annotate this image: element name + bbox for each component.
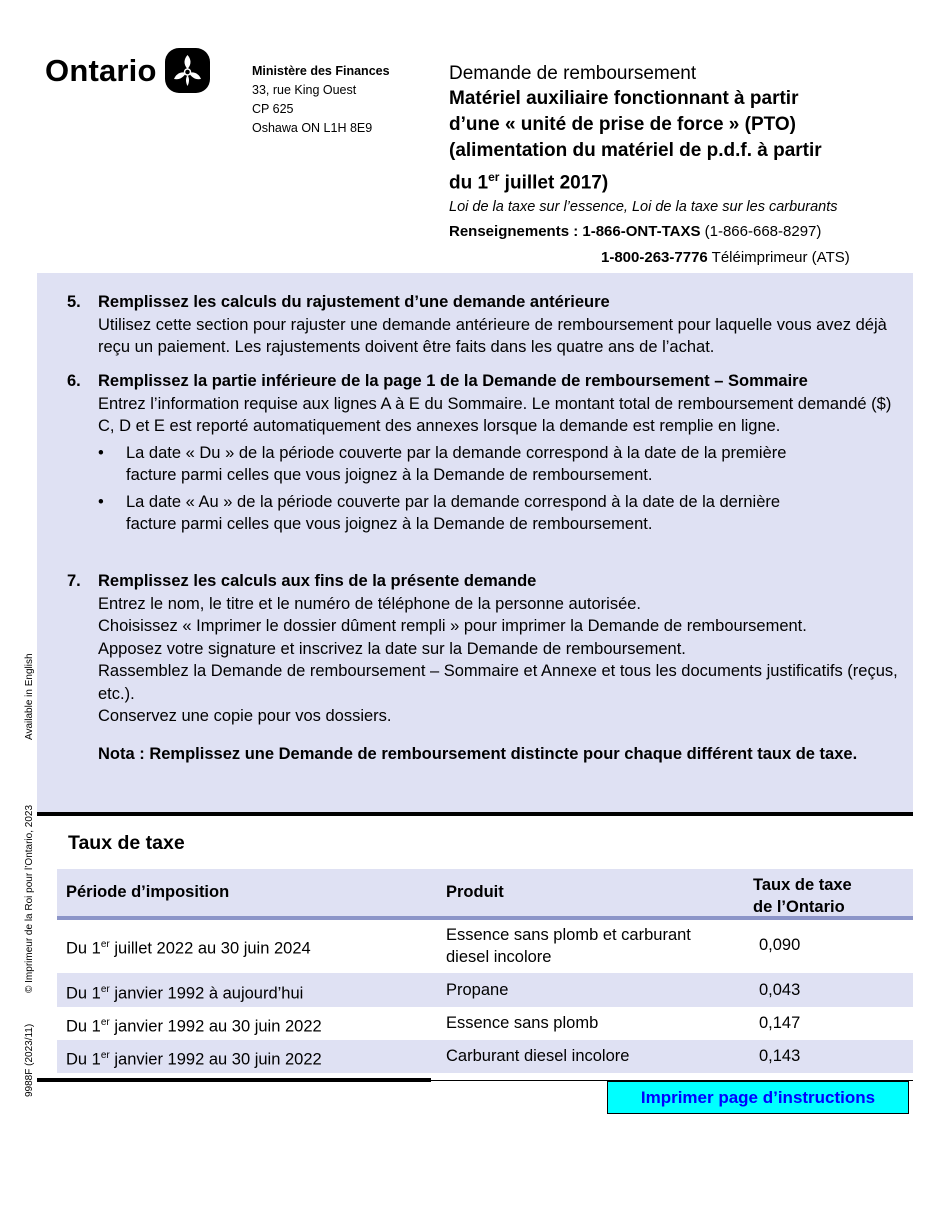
print-instructions-button[interactable]: Imprimer page d’instructions <box>607 1081 909 1114</box>
tax-rate-title: Taux de taxe <box>68 832 185 854</box>
available-in-english: Available in English <box>24 653 35 740</box>
info-phone-1: Renseignements : 1-866-ONT-TAXS (1-866-668-8297) <box>449 223 822 241</box>
ontario-logo <box>45 48 210 93</box>
step-6: 6. Remplissez la partie inférieure de la page 1 de la Demande de remboursement – Sommaire Entrez l’information requise aux lignes A à E du Sommaire. Le montant total de remboursement demandé ($) C, D et E est reporté automatiquement des annexes lorsque la demande est remplie en ligne. • La date « Du » de la période couverte par la demande correspond à la date de la première facture parmi celles que vous joignez à la Demande de remboursement. • La date « Au » de la période couverte par la demande correspond à la date de la dernière facture parmi celles que vous joignez à la Demande de remboursement. <box>67 370 903 536</box>
table-row: Du 1er janvier 1992 à aujourd’hui Propane 0,043 <box>57 973 913 1007</box>
form-number: 9988F (2023/11) <box>24 1023 35 1097</box>
form-title-block <box>449 62 919 270</box>
table-bottom-rule <box>37 1078 431 1082</box>
step-7-line-3: Apposez votre signature et inscrivez la date sur la Demande de remboursement. <box>98 639 686 658</box>
trillium-icon <box>165 48 210 93</box>
step-7-line-2: Choisissez « Imprimer le dossier dûment rempli » pour imprimer la Demande de remboursement. <box>98 617 807 635</box>
info-phone-2: 1-800-263-7776 Téléimprimeur (ATS) <box>601 249 850 267</box>
step-5-heading: Remplissez les calculs du rajustement d’une demande antérieure <box>98 293 610 311</box>
doc-type: Demande de remboursement <box>449 63 697 84</box>
ministry-name: Ministère des Finances <box>252 64 390 78</box>
header-rate: Taux de taxe de l’Ontario <box>753 876 852 916</box>
table-row: Du 1er juillet 2022 au 30 juin 2024 Essence sans plomb et carburant diesel incolore 0,090 <box>66 926 801 966</box>
logo-wordmark: Ontario <box>45 52 157 88</box>
title-line-4: du 1er juillet 2017) <box>449 170 609 194</box>
step-7: 7. Remplissez les calculs aux fins de la présente demande Entrez le nom, le titre et le numéro de téléphone de la personne autorisée. Choisissez « Imprimer le dossier dûment rempli » pour imprimer la Demande de remboursement. Apposez votre signature et inscrivez la date sur la Demande de remboursement. Rassemblez la Demande de remboursement – Sommaire et Annexe et tous les documents justificatifs (reçus, etc.). Conservez une copie pour vos dossiers. <box>67 570 903 728</box>
nota-note: Nota : Remplissez une Demande de remboursement distincte pour chaque différent taux de taxe. <box>98 745 858 763</box>
title-line-2: d’une « unité de prise de force » (PTO) <box>449 114 797 135</box>
step-6-bullet-1: • La date « Du » de la période couverte par la demande correspond à la date de la première facture parmi celles que vous joignez à la Demande de remboursement. <box>98 443 787 484</box>
step-7-line-5: Conservez une copie pour vos dossiers. <box>98 707 392 725</box>
header-period: Période d’imposition <box>66 883 230 901</box>
step-6-heading: Remplissez la partie inférieure de la page 1 de la Demande de remboursement – Sommaire <box>98 372 808 390</box>
step-5-body: Utilisez cette section pour rajuster une demande antérieure de remboursement pour laquelle vous avez déjà reçu un paiement. Les rajustements doivent être faits dans les quatre ans de l’achat. <box>98 315 887 356</box>
title-line-1: Matériel auxiliaire fonctionnant à partir <box>449 88 799 109</box>
instructions-panel <box>37 273 913 813</box>
title-line-3: (alimentation du matériel de p.d.f. à partir <box>449 140 822 161</box>
panel-bottom-rule <box>37 812 913 816</box>
step-6-bullet-2: • La date « Au » de la période couverte par la demande correspond à la date de la dernière facture parmi celles que vous joignez à la Demande de remboursement. <box>98 492 781 533</box>
step-6-body: Entrez l’information requise aux lignes A à E du Sommaire. Le montant total de remboursement demandé ($) C, D et E est reporté automatiquement des annexes lorsque la demande est remplie en ligne. <box>98 394 892 435</box>
step-7-line-1: Entrez le nom, le titre et le numéro de téléphone de la personne autorisée. <box>98 594 642 613</box>
step-7-line-4: Rassemblez la Demande de remboursement – Sommaire et Annexe et tous les documents justificatifs (reçus, etc.). <box>98 662 898 703</box>
address-line-2: CP 625 <box>252 102 294 116</box>
ministry-address <box>252 62 390 138</box>
table-header <box>57 869 913 920</box>
table-row: Du 1er janvier 1992 au 30 juin 2022 Essence sans plomb 0,147 <box>66 1014 801 1036</box>
header-product: Produit <box>446 883 504 901</box>
address-line-3: Oshawa ON L1H 8E9 <box>252 121 373 135</box>
copyright-notice: © Imprimeur de la Roi pour l’Ontario, 2023 <box>24 804 35 993</box>
table-row: Du 1er janvier 1992 au 30 juin 2022 Carburant diesel incolore 0,143 <box>57 1040 913 1073</box>
form-title <box>449 86 919 196</box>
step-5: 5. Remplissez les calculs du rajustement d’une demande antérieure Utilisez cette section pour rajuster une demande antérieure de remboursement pour laquelle vous avez déjà reçu un paiement. Les rajustements doivent être faits dans les quatre ans de l’achat. <box>67 291 903 359</box>
address-line-1: 33, rue King Ouest <box>252 83 357 97</box>
acts-reference: Loi de la taxe sur l’essence, Loi de la taxe sur les carburants <box>449 199 838 216</box>
tax-rate-table <box>57 869 913 1073</box>
step-7-heading: Remplissez les calculs aux fins de la présente demande <box>98 572 537 590</box>
